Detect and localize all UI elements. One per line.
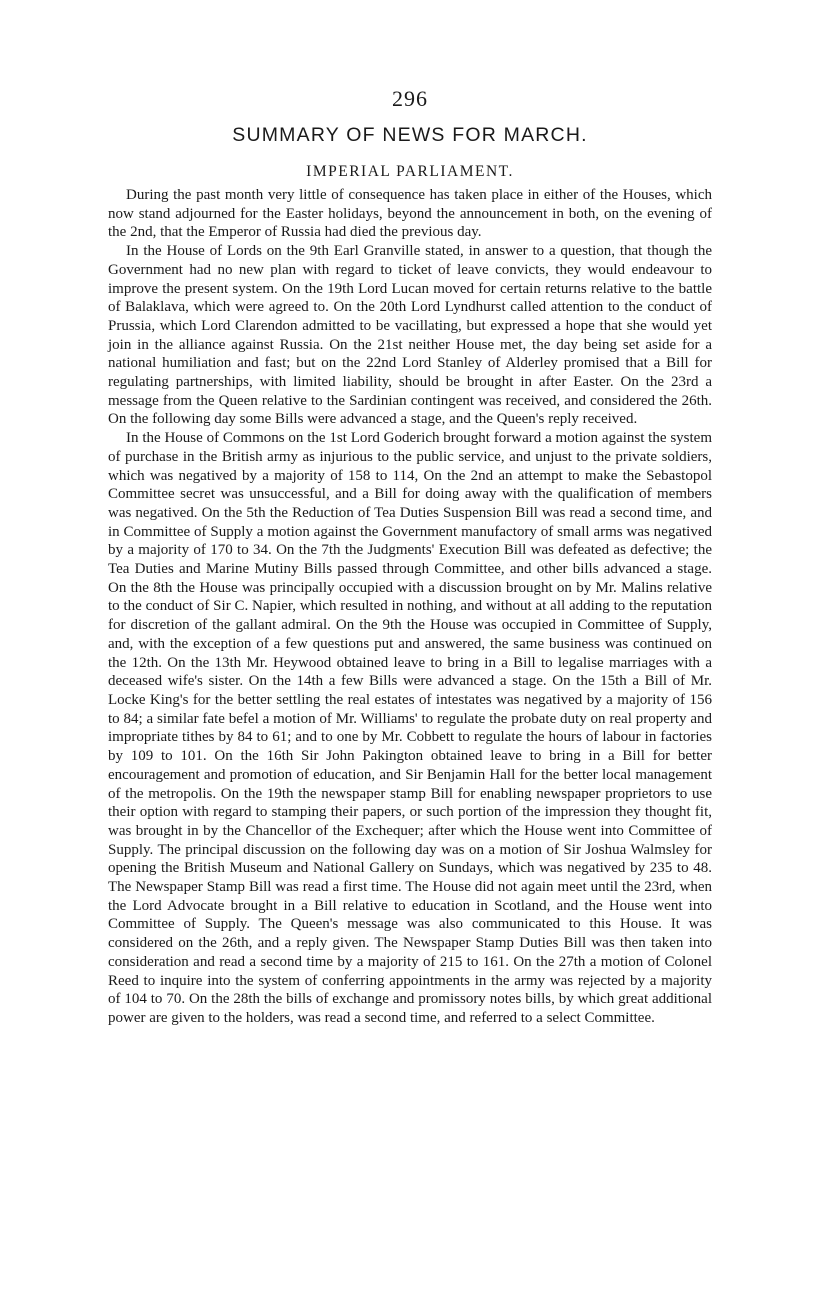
section-imperial-parliament [108,163,712,1028]
paragraph-house-of-lords: In the House of Lords on the 9th Earl Granville stated, in answer to a question, that though the Government had no new plan with regard to ticket of leave convicts, they would endeavour to improve the present system. On the 19th Lord Lucan moved for certain returns relative to the battle of Balaklava, which were agreed to. On the 20th Lord Lyndhurst called attention to the conduct of Prussia, which Lord Clarendon admitted to be vacillating, but expressed a hope that she would yet join in the alliance against Russia. On the 21st neither House met, the day being set aside for a national humiliation and fast; but on the 22nd Lord Stanley of Alderley promised that a Bill for regulating partnerships, with limited liability, should be brought in after Easter. On the 23rd a message from the Queen relative to the Sardinian contingent was received, and considered the 26th. On the following day some Bills were advanced a stage, and the Queen's reply received. [108,243,712,428]
section-heading: IMPERIAL PARLIAMENT. [306,163,514,180]
page-title: SUMMARY OF NEWS FOR MARCH. [232,124,588,146]
document-page [108,86,712,1028]
page-number: 296 [392,86,428,111]
paragraph-intro: During the past month very little of consequence has taken place in either of the Houses, which now stand adjourned for the Easter holidays, beyond the announcement in both, on the evening of the 2nd, that the Emperor of Russia had died the previous day. [108,187,712,241]
paragraph-house-of-commons: In the House of Commons on the 1st Lord Goderich brought forward a motion against the system of purchase in the British army as injurious to the public service, and unjust to the private soldiers, which was negatived by a majority of 158 to 114, On the 2nd an attempt to make the Sebastopol Committee secret was unsuccessful, and a Bill for doing away with the qualification of members was negatived. On the 5th the Reduction of Tea Duties Suspension Bill was read a second time, and in Committee of Supply a motion against the Government manufactory of small arms was negatived by a majority of 170 to 34. On the 7th the Judgments' Execution Bill was defeated as defective; the Tea Duties and Marine Mutiny Bills passed through Committee, and other bills advanced a stage. On the 8th the House was principally occupied with a discussion brought on by Mr. Malins relative to the conduct of Sir C. Napier, which resulted in nothing, and without at all adding to the reputation for discretion of the gallant admiral. On the 9th the House was occupied in Committee of Supply, and, with the exception of a few questions put and answered, the same business was continued on the 12th. On the 13th Mr. Heywood obtained leave to bring in a Bill to legalise marriages with a deceased wife's sister. On the 14th a few Bills were advanced a stage. On the 15th a Bill of Mr. Locke King's for the better settling the real estates of intestates was negatived by a majority of 156 to 84; a similar fate befel a motion of Mr. Williams' to regulate the probate duty on real property and impropriate tithes by 84 to 61; and to one by Mr. Cobbett to regulate the hours of labour in factories by 109 to 101. On the 16th Sir John Pakington obtained leave to bring in a Bill for better encouragement and promotion of education, and Sir Benjamin Hall for the better local management of the metropolis. On the 19th the newspaper stamp Bill for enabling newspaper proprietors to use their option with regard to stamping their papers, or such portion of the impression they thought fit, was brought in by the Chancellor of the Exchequer; after which the House went into Committee of Supply. The principal discussion on the following day was on a motion of Sir Joshua Walmsley for opening the British Museum and National Gallery on Sundays, which was negatived by 235 to 48. The Newspaper Stamp Bill was read a first time. The House did not again meet until the 23rd, when the Lord Advocate brought in a Bill relative to education in Scotland, and the House went into Committee of Supply. The Queen's message was also communicated to this House. It was considered on the 26th, and a reply given. The Newspaper Stamp Duties Bill was then taken into consideration and read a second time by a majority of 215 to 161. On the 27th a motion of Colonel Reed to inquire into the system of conferring appointments in the army was rejected by a majority of 104 to 70. On the 28th the bills of exchange and promissory notes bills, by which great additional power are given to the holders, was read a second time, and referred to a select Committee. [108,430,712,1026]
